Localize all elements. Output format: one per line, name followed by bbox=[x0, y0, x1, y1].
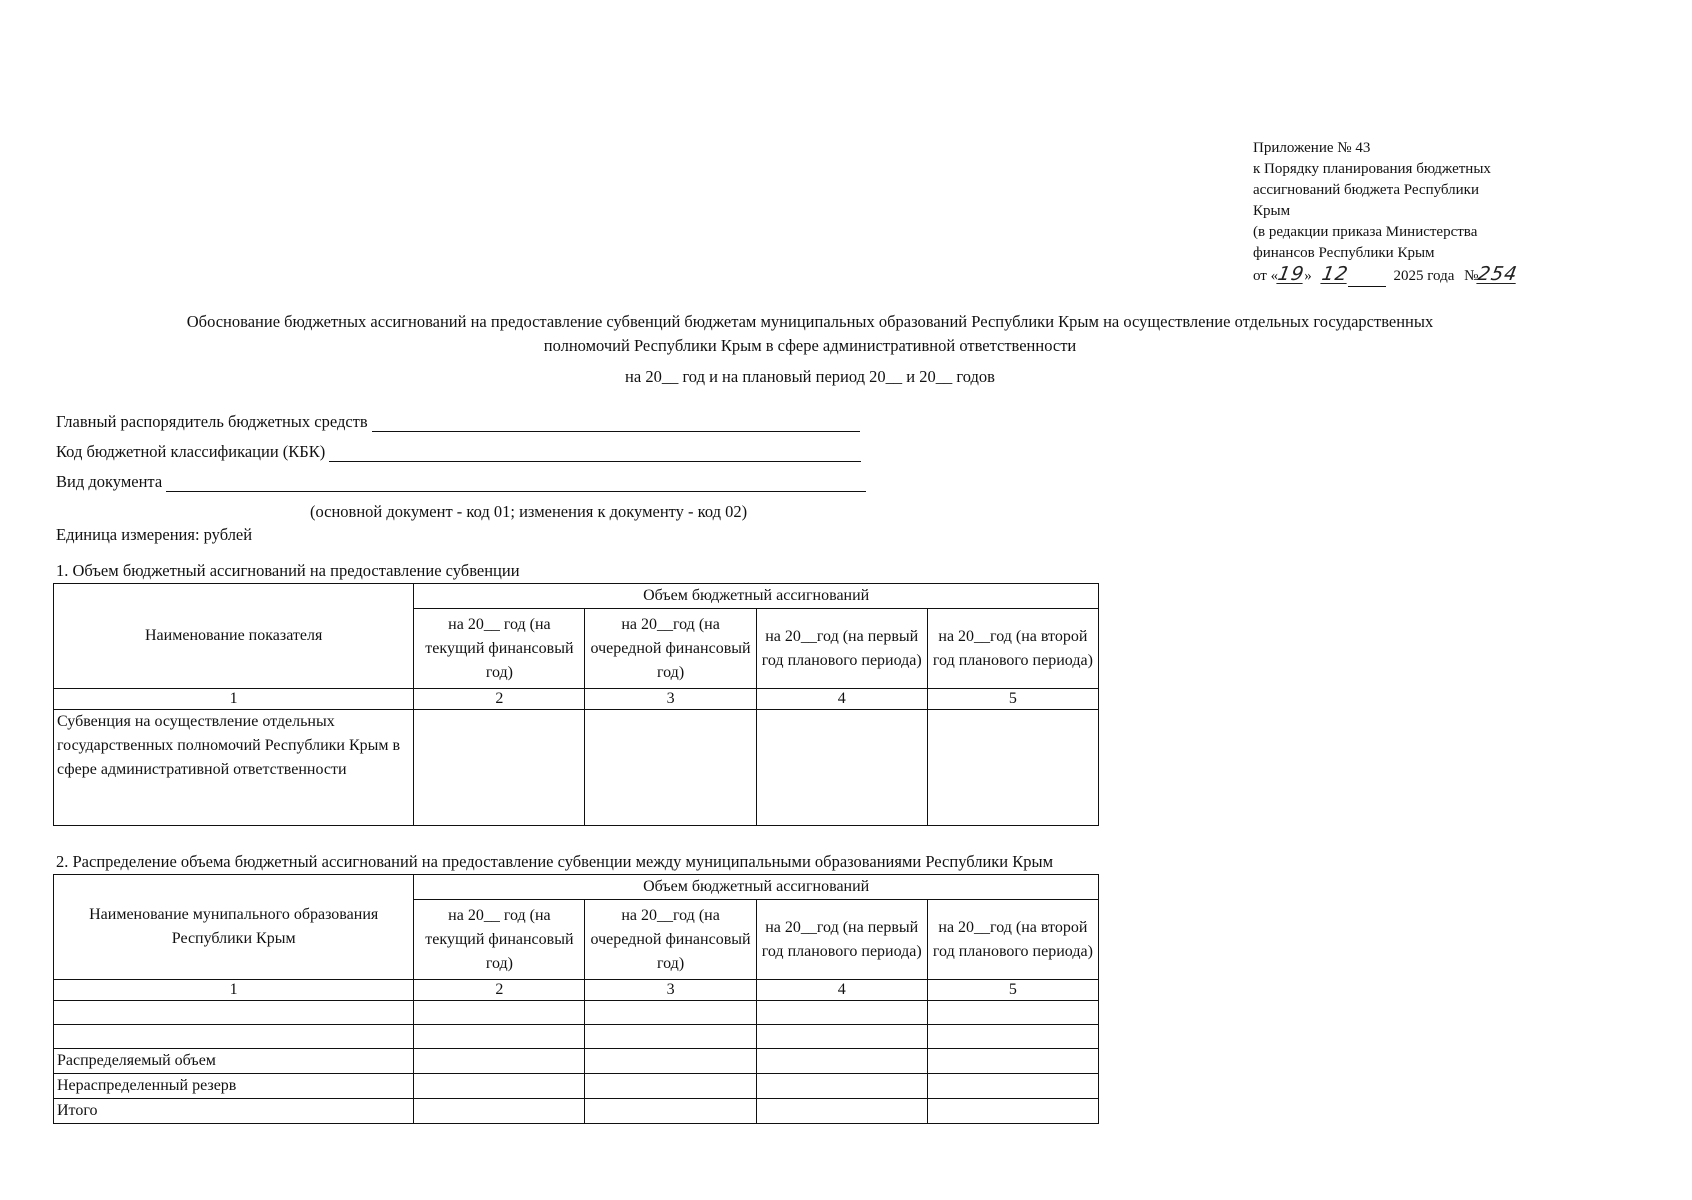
section-2-title: 2. Распределение объема бюджетный ассигнований на предоставление субвенции между муниципальными образованиями Республики Крым bbox=[56, 852, 1054, 871]
t2-cell-value[interactable] bbox=[414, 1049, 585, 1074]
t2-header-year-2: на 20__год (на очередной финансовый год) bbox=[585, 900, 756, 980]
t2-col-number-5: 5 bbox=[927, 980, 1098, 1001]
doc-type-hint: (основной документ - код 01; изменения к документу - код 02) bbox=[310, 502, 748, 521]
field-manager-blank bbox=[372, 413, 860, 432]
t2-cell-value[interactable] bbox=[927, 1099, 1098, 1124]
t2-header-municipality: Наименование мунипального образования Республики Крым bbox=[54, 875, 414, 980]
t2-cell-value[interactable] bbox=[585, 1025, 756, 1049]
unit-of-measure: Единица измерения: рублей bbox=[56, 525, 253, 544]
t1-row-subvention-label: Субвенция на осуществление отдельных государственных полномочий Республики Крым в сфере административной ответственности bbox=[54, 710, 414, 826]
field-manager bbox=[56, 412, 860, 432]
t2-cell-value[interactable] bbox=[585, 1049, 756, 1074]
t2-cell-value[interactable] bbox=[756, 1099, 927, 1124]
table-section-2 bbox=[53, 874, 1099, 1124]
t1-header-year-4: на 20__год (на второй год планового периода) bbox=[927, 609, 1098, 689]
field-doc-type-blank bbox=[166, 473, 866, 492]
field-doc-type bbox=[56, 472, 866, 492]
field-kbk bbox=[56, 442, 861, 462]
appendix-line-2: к Порядку планирования бюджетных bbox=[1253, 161, 1491, 177]
t2-cell-value[interactable] bbox=[927, 1001, 1098, 1025]
t2-cell-value[interactable] bbox=[585, 1099, 756, 1124]
field-kbk-blank bbox=[329, 443, 861, 462]
t1-cell-value[interactable] bbox=[585, 710, 756, 826]
t2-cell-value[interactable] bbox=[756, 1025, 927, 1049]
table-section-1 bbox=[53, 583, 1099, 826]
t1-cell-value[interactable] bbox=[756, 710, 927, 826]
t2-cell-value[interactable] bbox=[414, 1025, 585, 1049]
date-month-underline bbox=[1348, 270, 1386, 287]
t2-header-year-1: на 20__ год (на текущий финансовый год) bbox=[414, 900, 585, 980]
date-mid: » bbox=[1304, 268, 1312, 284]
t2-row-distributed-volume: Распределяемый объем bbox=[54, 1049, 414, 1074]
t1-header-year-2: на 20__год (на очередной финансовый год) bbox=[585, 609, 756, 689]
date-year: 2025 года bbox=[1393, 268, 1455, 284]
t2-col-number-4: 4 bbox=[756, 980, 927, 1001]
t1-col-number-2: 2 bbox=[414, 689, 585, 710]
date-prefix: от « bbox=[1253, 268, 1279, 284]
document-title bbox=[60, 310, 1560, 358]
section-1-title: 1. Объем бюджетный ассигнований на предоставление субвенции bbox=[56, 561, 520, 580]
appendix-line-3: ассигнований бюджета Республики bbox=[1253, 182, 1479, 198]
t1-col-number-4: 4 bbox=[756, 689, 927, 710]
title-line-1: Обоснование бюджетных ассигнований на предоставление субвенций бюджетам муниципальных образований Республики Крым на осуществление отдельных государственных bbox=[186, 312, 1434, 331]
t1-header-year-1: на 20__ год (на текущий финансовый год) bbox=[414, 609, 585, 689]
t2-cell-value[interactable] bbox=[927, 1074, 1098, 1099]
appendix-date-line bbox=[1253, 264, 1553, 287]
field-kbk-label: Код бюджетной классификации (КБК) bbox=[56, 442, 326, 461]
field-manager-label: Главный распорядитель бюджетных средств bbox=[56, 412, 368, 431]
t2-cell-value[interactable] bbox=[756, 1074, 927, 1099]
field-doc-type-label: Вид документа bbox=[56, 472, 163, 491]
period-subtitle: на 20__ год и на плановый период 20__ и 20__ годов bbox=[625, 367, 995, 386]
appendix-line-5: (в редакции приказа Министерства bbox=[1253, 224, 1478, 240]
t1-cell-value[interactable] bbox=[414, 710, 585, 826]
t1-col-number-5: 5 bbox=[927, 689, 1098, 710]
t2-header-group: Объем бюджетный ассигнований bbox=[414, 875, 1099, 900]
appendix-line-6: финансов Республики Крым bbox=[1253, 245, 1435, 261]
t2-cell-value[interactable] bbox=[414, 1001, 585, 1025]
t2-cell-value[interactable] bbox=[414, 1074, 585, 1099]
t1-col-number-1: 1 bbox=[54, 689, 414, 710]
t1-header-indicator: Наименование показателя bbox=[54, 584, 414, 689]
appendix-number: Приложение № 43 bbox=[1253, 140, 1371, 156]
t2-row-undistributed-reserve: Нераспределенный резерв bbox=[54, 1074, 414, 1099]
t2-cell-value[interactable] bbox=[585, 1001, 756, 1025]
t1-cell-value[interactable] bbox=[927, 710, 1098, 826]
number-prefix: № bbox=[1464, 268, 1479, 284]
t1-col-number-3: 3 bbox=[585, 689, 756, 710]
t2-col-number-1: 1 bbox=[54, 980, 414, 1001]
t2-col-number-2: 2 bbox=[414, 980, 585, 1001]
t2-header-year-4: на 20__год (на второй год планового периода) bbox=[927, 900, 1098, 980]
appendix-block bbox=[1253, 138, 1553, 287]
t2-cell-value[interactable] bbox=[927, 1049, 1098, 1074]
t2-row-total: Итого bbox=[54, 1099, 414, 1124]
t2-cell-value[interactable] bbox=[927, 1025, 1098, 1049]
t2-row-label bbox=[54, 1025, 414, 1049]
date-day-handwritten: 19 bbox=[1276, 263, 1307, 285]
t2-header-year-3: на 20__год (на первый год планового периода) bbox=[756, 900, 927, 980]
title-line-2: полномочий Республики Крым в сфере административной ответственности bbox=[543, 336, 1077, 355]
appendix-line-4: Крым bbox=[1253, 203, 1291, 219]
t2-cell-value[interactable] bbox=[585, 1074, 756, 1099]
t2-cell-value[interactable] bbox=[756, 1049, 927, 1074]
t1-header-year-3: на 20__год (на первый год планового периода) bbox=[756, 609, 927, 689]
t2-col-number-3: 3 bbox=[585, 980, 756, 1001]
t2-cell-value[interactable] bbox=[756, 1001, 927, 1025]
order-number-handwritten: 254 bbox=[1476, 263, 1520, 285]
t2-row-label bbox=[54, 1001, 414, 1025]
date-month-handwritten: 12 bbox=[1319, 263, 1350, 285]
t2-cell-value[interactable] bbox=[414, 1099, 585, 1124]
t1-header-group: Объем бюджетный ассигнований bbox=[414, 584, 1099, 609]
